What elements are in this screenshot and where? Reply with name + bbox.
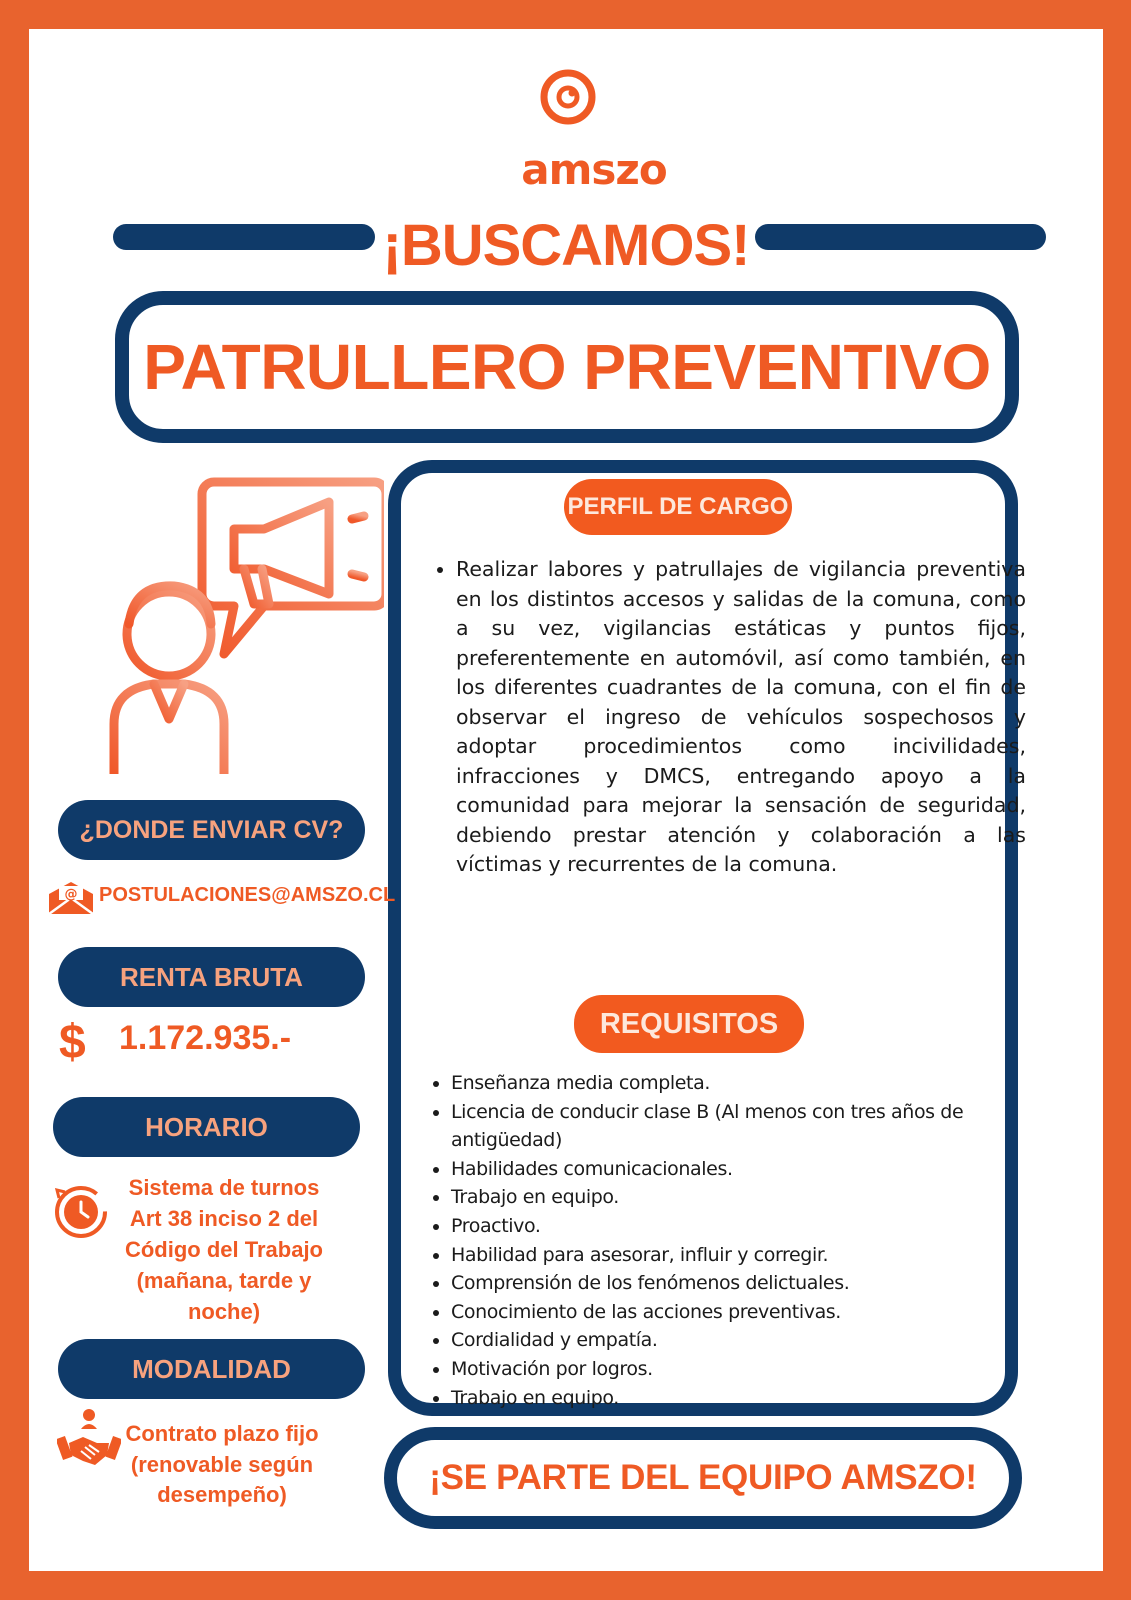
salary-heading: RENTA BRUTA xyxy=(58,947,365,1007)
headline: ¡BUSCAMOS! xyxy=(382,213,750,278)
list-item: • Cordialidad y empatía. xyxy=(451,1326,1011,1355)
list-item: • Motivación por logros. xyxy=(451,1355,1011,1384)
list-item: • Trabajo en equipo. xyxy=(451,1183,1011,1212)
clock-icon xyxy=(53,1184,109,1240)
email-link[interactable]: POSTULACIONES@AMSZO.CL xyxy=(99,884,396,906)
list-item: • Trabajo en equipo. xyxy=(451,1384,1011,1413)
cta-text: ¡SE PARTE DEL EQUIPO AMSZO! xyxy=(429,1458,977,1497)
job-title: PATRULLERO PREVENTIVO xyxy=(143,331,991,403)
list-item: • Realizar labores y patrullajes de vigilancia preventiva en los distintos accesos y salidas de la comuna, como a su vez, vigilancias estáticas y puntos fijos, preferentemente en automóvil, así como también, en los diferentes cuadrantes de la comuna, con el fin de observar el ingreso de vehículos sospechosos y adoptar procedimientos como incivilidades, infracciones y DMCS, entregando apoyo a la comunidad para mejorar la sensación de seguridad, debiendo prestar atención y colaboración a las víctimas y recurrentes de la comuna. xyxy=(456,555,1026,880)
salary-amount: 1.172.935.- xyxy=(119,1019,292,1057)
headline-divider-right xyxy=(755,224,1046,250)
amszo-logo-icon xyxy=(538,67,598,127)
modality-line: Contrato plazo fijo xyxy=(125,1421,319,1446)
profile-list xyxy=(434,555,1026,880)
list-item: • Proactivo. xyxy=(451,1212,1011,1241)
modality-line: desempeño) xyxy=(157,1482,287,1507)
profile-heading: PERFIL DE CARGO xyxy=(564,479,792,535)
schedule-line: noche) xyxy=(187,1299,261,1324)
job-title-box xyxy=(115,291,1019,443)
headline-divider-left xyxy=(113,224,375,250)
contact-heading: ¿DONDE ENVIAR CV? xyxy=(58,800,365,860)
email-icon xyxy=(47,880,95,916)
modality-text xyxy=(117,1419,327,1511)
svg-text:@: @ xyxy=(64,887,78,902)
schedule-line: Sistema de turnos xyxy=(128,1175,320,1200)
modality-line: (renovable según xyxy=(130,1451,314,1477)
currency-symbol: $ xyxy=(59,1016,86,1069)
requirements-heading: REQUISITOS xyxy=(574,995,804,1053)
list-item: • Enseñanza media completa. xyxy=(451,1069,1011,1098)
schedule-line: Art 38 inciso 2 del xyxy=(129,1206,319,1231)
schedule-heading: HORARIO xyxy=(53,1097,360,1157)
schedule-text xyxy=(111,1172,337,1327)
cta-box xyxy=(384,1427,1022,1529)
job-flyer xyxy=(29,29,1103,1571)
list-item: • Comprensión de los fenómenos delictuales. xyxy=(451,1269,1011,1298)
modality-heading: MODALIDAD xyxy=(58,1339,365,1399)
list-item: • Habilidades comunicacionales. xyxy=(451,1155,1011,1184)
schedule-line: Código del Trabajo xyxy=(124,1237,323,1262)
list-item: • Conocimiento de las acciones preventivas. xyxy=(451,1298,1011,1327)
logo-wordmark: amszo xyxy=(521,145,667,194)
megaphone-person-icon xyxy=(74,474,384,774)
requirements-list xyxy=(431,1069,1011,1412)
list-item: • Habilidad para asesorar, influir y corregir. xyxy=(451,1241,1011,1270)
schedule-line: (mañana, tarde y xyxy=(136,1268,312,1293)
list-item: • Licencia de conducir clase B (Al menos con tres años de antigüedad) xyxy=(451,1098,1011,1155)
handshake-icon xyxy=(57,1407,121,1471)
